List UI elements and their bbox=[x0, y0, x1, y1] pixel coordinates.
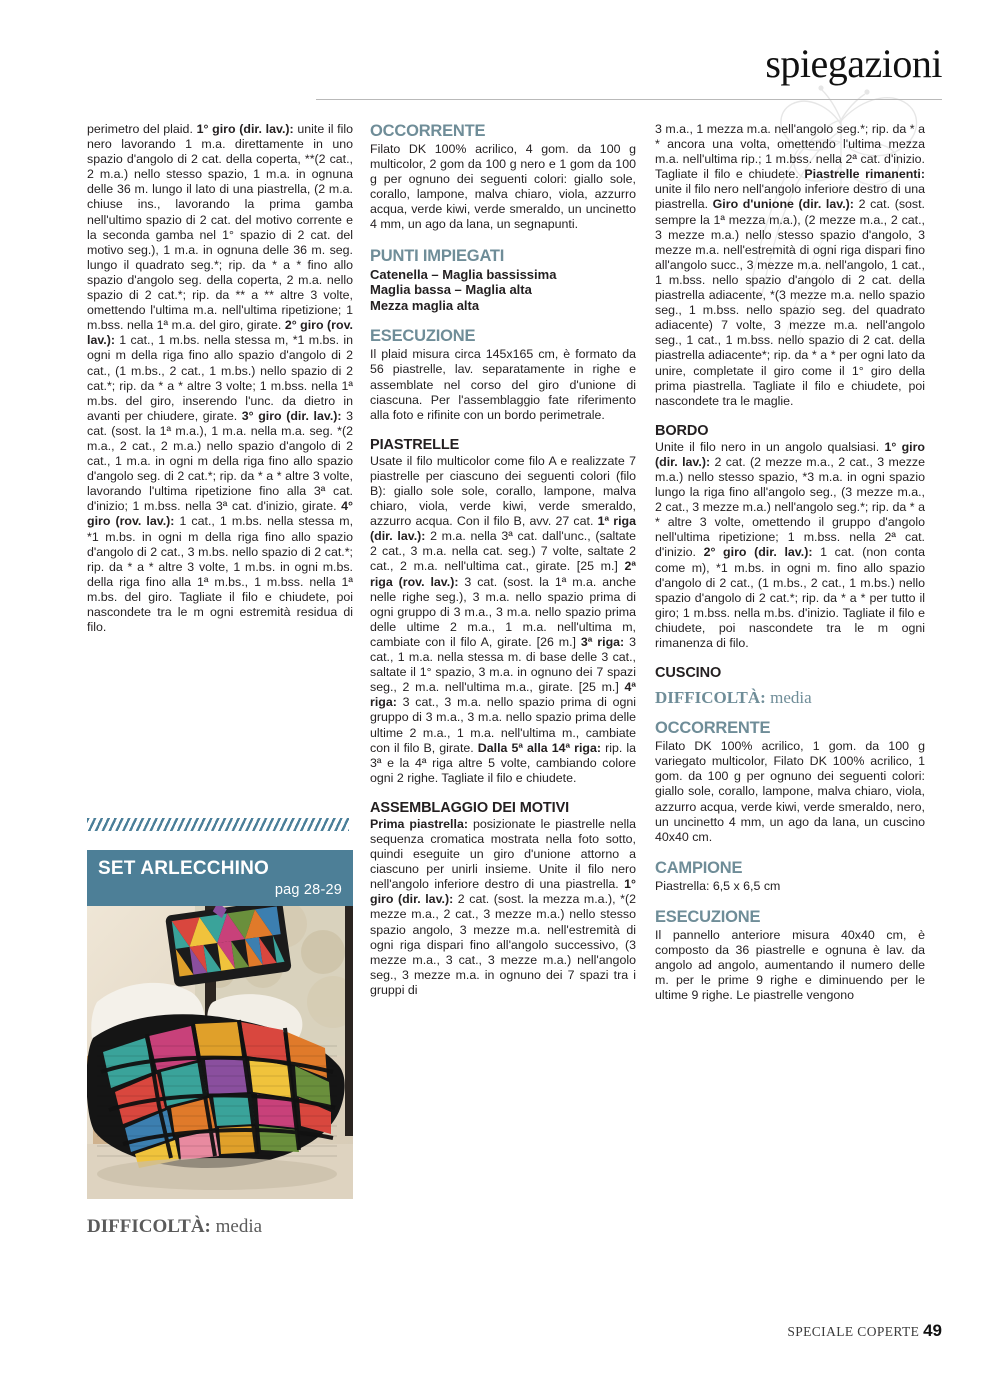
feature-box bbox=[87, 818, 353, 1238]
column-two bbox=[370, 122, 636, 998]
feature-difficulty-label: DIFFICOLTÀ: bbox=[87, 1216, 211, 1237]
text-assemblaggio: Prima piastrella: posizionate le piastrelle nella sequenza cromatica mostrata nella foto sotto, quindi eseguite un giro d'unione attorno a ciascuno per unirli insieme. Unite il filo nero nell'angolo inferiore destro di una piastrella. 1° giro (dir. lav.): 2 cat. (sost. la mezza m.a.), *(2 mezze m.a., 2 cat., 3 mezze m.a.) nello stesso spazio angolo, 3 mezze m.a. nell'estremità di ogni riga dispari fino all'angolo successivo, (3 mezze m.a., 3 cat., 3 mezze m.a.) nell'angolo seg., 3 mezze m.a. in ognuno dei 7 spazi tra i gruppi di bbox=[370, 816, 636, 997]
heading-punti-impiegati: PUNTI IMPIEGATI bbox=[370, 246, 505, 265]
text-bordo: Unite il filo nero in un angolo qualsiasi. 1° giro (dir. lav.): 2 cat. (2 mezze m.a., 2 cat., 3 mezze m.a.) nello stesso spazio, *3 m.a. in ogni spazio lungo la riga fino all'angolo seg., (3 mezze m.a., 2 cat., 3 mezze m.a.) nell'angolo seg.*; rip. da * a * altre 3 volte, omettendo il gruppo d'angolo nell'ultima ripetizione; 1 m.bss. nella 2ª cat. d'inizio. 2° giro (dir. lav.): 1 cat. (non conta come m), *1 m.bs. in ogni m. fino allo spazio d'angolo di 2 cat., (1 m.bs., 2 cat., 1 m.bs.) nello spazio d'angolo di 2 cat.*; rip. da * a * per tutto il giro; 1 m.bss. nella m.bs. d'inizio. Tagliate il filo e chiudete, poi nascondete tra le m ogni rimanenza di filo. bbox=[655, 439, 925, 650]
page-title: spiegazioni bbox=[765, 41, 942, 86]
text-piastrelle: Usate il filo multicolor come filo A e realizzate 7 piastrelle per ciascuno dei seguenti colori (filo B): giallo sole sole, corallo, lampone, malva chiaro, viola, verde kiwi, verde smeraldo, azzurro acqua. Con il filo B, avv. 27 cat. 1ª riga (dir. lav.): 2 m.a. nella 3ª cat. dall'unc., (saltate 2 cat., 3 m.a. nella cat. seg.) 7 volte, saltate 2 cat., 2 m.a. nell'ultima cat., girate. [25 m.] 2ª riga (rov. lav.): 3 cat. (sost. la 1ª m.a. anche nelle righe seg.), 3 m.a. nello spazio prima di ogni gruppo di 3 m.a., 3 m.a. nello spazio prima delle ultime 2 m.a., 1 m.a. nell'ultima m, cambiate con il filo A, girate. [26 m.] 3ª riga: 3 cat., 1 m.a. nella stessa m. di base delle 3 cat., saltate il 1° spazio, 3 m.a. in ognuno dei 7 spazi seg., 2 m.a. nell'ultima m.a., girate. [25 m.] 4ª riga: 3 cat., 3 m.a. nello spazio prima di ogni gruppo di 3 m.a., 3 m.a. nello spazio prima delle ultime 2 m.a., 1 m.a. nell'ultima m., cambiate con il filo B, girate. Dalla 5ª alla 14ª riga: rip. la 3ª e la 4ª riga altre 5 volte, cambiando colore ogni 2 righe. Tagliate il filo e chiudete. bbox=[370, 453, 636, 785]
feature-difficulty-value: media bbox=[215, 1216, 263, 1237]
heading-campione: CAMPIONE bbox=[655, 858, 743, 877]
footer-page-number: 49 bbox=[923, 1321, 942, 1340]
column-one bbox=[87, 122, 353, 635]
stitch-line-2: Maglia bassa – Maglia alta bbox=[370, 282, 532, 298]
heading-occorrente: OCCORRENTE bbox=[370, 122, 486, 140]
crochet-blanket-photo bbox=[87, 906, 353, 1199]
col3-continued-text: 3 m.a., 1 mezza m.a. nell'angolo seg.*; rip. da * a * ancora una volta, omettendo l'ultima mezza m.a. nell'ultima rip.; 1 m.bss. nella 2ª cat. d'inizio. Tagliate il filo e chiudete. Piastrelle rimanenti: unite il filo nero nell'angolo inferiore destro di una piastrella. Giro d'unione (dir. lav.): 2 cat. (sost. sempre la 1ª mezza m.a.), (2 mezze m.a., 2 cat., 3 mezze m.a.) nello stesso spazio d'angolo, 3 mezze m.a. nell'estremità di ogni riga dispari fino all'angolo succ., 3 mezze m.a. nell'angolo, 1 cat., 1 m.bss. nello spazio d'angolo di 2 cat. della piastrella adiacente, *(3 mezze m.a. nello spazio seg., 1 m.bss. nello spazio seg. del quadrato adiacente) 7 volte, 3 mezze m.a. nell'angolo seg., 1 cat., 1 m.bss. nello spazio di 2 cat. della piastrella adiacente*; rip. da * a * per ogni lato da unire, completate il giro come il 1° giro della prima piastrella. Tagliate il filo e chiudete, poi nascondete tra le maglie. bbox=[655, 122, 926, 408]
heading-cuscino-occorrente: OCCORRENTE bbox=[655, 719, 771, 738]
cuscino-difficulty-label: DIFFICOLTÀ: bbox=[655, 688, 766, 708]
footer-publication: SPECIALE COPERTE bbox=[787, 1324, 920, 1339]
text-esecuzione: Il plaid misura circa 145x165 cm, è formato da 56 piastrelle, lav. separatamente in righe e assemblate nel corso del giro d'unione di ciascuna. Per l'assemblaggio fate riferimento alla foto e rifinite con un bordo perimetrale. bbox=[370, 347, 636, 422]
text-cuscino-esecuzione: Il pannello anteriore misura 40x40 cm, è composto da 36 piastrelle e ognuna è lav. da angolo ad angolo, aumentando il numero delle m. per le prime 9 righe e diminuendo per le ultime 9 righe. Le piastrelle vengono bbox=[655, 927, 925, 1003]
stitch-line-3: Mezza maglia alta bbox=[370, 297, 480, 313]
col1-body-text: perimetro del plaid. 1° giro (dir. lav.): unite il filo nero lavorando 1 m.a. direttamente in uno spazio d'angolo di 2 cat. della coperta, **(2 cat., 2 m.a.) nello stesso spazio, 1 m.a. in ognuna delle 36 m. lungo il lato di una piastrella, (2 m.a. chiuse ins., lavorando la prima gamba nell'ultimo spazio di 2 cat. del motivo corrente e la seconda gamba nel 1° spazio di 2 cat. del motivo seg.), 1 m.a. in ognuna delle 36 m. seg. lungo il quadrato seg.*; rip. da * a * fino allo spazio d'angolo seg. della coperta, 2 m.a. nello spazio di 2 cat.*; rip. da ** a ** altre 3 volte, omettendo l'ultima m.a. nell'ultima ripetizione; 1 m.bss. nella 1ª m.a. del giro, girate. 2° giro (rov. lav.): 1 cat., 1 m.bs. nella stessa m, *1 m.bs. in ogni m della riga fino allo spazio d'angolo di 2 cat., (1 m.bs., 2 cat., 1 m.bs.) nello spazio di 2 cat.*; rip. da * a * altre 3 volte; 1 m.bss. nella 1ª m.bs. del giro, inserendo l'unc. da dietro in avanti per chiudere, girate. 3° giro (dir. lav.): 3 cat. (sost. la 1ª m.a.), 1 m.a. nella m.a. seg. *(2 m.a., 2 cat., 2 m.a.) nello spazio d'angolo di 2 cat., 1 m.a. in ogni m della riga fino allo spazio d'angolo seg. di 2 cat.*; rip. da * a * altre 3 volte, lavorando l'ultima ripetizione fino alla 3ª cat. d'inizio; 1 m.bss. nella 3ª cat. d'inizio, girate. 4° giro (rov. lav.): 1 cat., 1 m.bs. nella stessa m, *1 m.bs. in ogni m della riga fino allo spazio d'angolo di 2 cat., 3 m.bs. nello spazio di 2 cat.*; rip. da * a * altre 3 volte, 1 m.bs. in ogni m.bs. della riga fino alla 1ª m.bs., 1 m.bss. nella 1ª m.bs. del giro. Tagliate il filo e chiudete, poi nascondete tra le m ogni estremità residua di filo. bbox=[87, 122, 354, 635]
heading-cuscino-esecuzione: ESECUZIONE bbox=[655, 907, 761, 926]
column-three bbox=[655, 122, 925, 1003]
heading-piastrelle: PIASTRELLE bbox=[370, 436, 460, 453]
hatched-divider-icon bbox=[87, 818, 349, 831]
stitch-line-1: Catenella – Maglia bassissima bbox=[370, 266, 557, 282]
text-occorrente: Filato DK 100% acrilico, 4 gom. da 100 g multicolor, 2 gom da 100 g nero e 1 gom da 100 g per ognuno dei seguenti colori: giallo sole, corallo, lampone, malva chiaro, viola, azzurro acqua, verde kiwi, verde smeraldo, un uncinetto 4 mm, un ago da lana, un segnapunti. bbox=[370, 142, 636, 232]
heading-cuscino: CUSCINO bbox=[655, 665, 722, 682]
heading-esecuzione: ESECUZIONE bbox=[370, 327, 476, 346]
feature-difficulty bbox=[87, 1216, 353, 1238]
feature-banner[interactable] bbox=[87, 850, 353, 906]
cuscino-difficulty-value: media bbox=[770, 688, 812, 708]
masthead-rule bbox=[316, 99, 942, 100]
masthead bbox=[0, 0, 1000, 112]
feature-banner-title: SET ARLECCHINO bbox=[98, 858, 269, 879]
heading-bordo: BORDO bbox=[655, 422, 709, 439]
footer bbox=[787, 1321, 942, 1341]
text-campione: Piastrella: 6,5 x 6,5 cm bbox=[655, 878, 781, 893]
text-cuscino-occorrente: Filato DK 100% acrilico, 1 gom. da 100 g variegato multicolor, Filato DK 100% acrilico, 1 gom. da 100 g per ognuno dei seguenti colori: giallo sole, corallo, lampone, malva chiaro, viola, azzurro acqua, verde kiwi, verde smeraldo, nero, un uncinetto 4 mm, un ago da lana, un cuscino 40x40 cm. bbox=[655, 739, 925, 844]
cuscino-difficulty bbox=[655, 688, 925, 708]
heading-assemblaggio: ASSEMBLAGGIO DEI MOTIVI bbox=[370, 799, 570, 816]
feature-banner-page-ref: pag 28-29 bbox=[274, 882, 342, 898]
